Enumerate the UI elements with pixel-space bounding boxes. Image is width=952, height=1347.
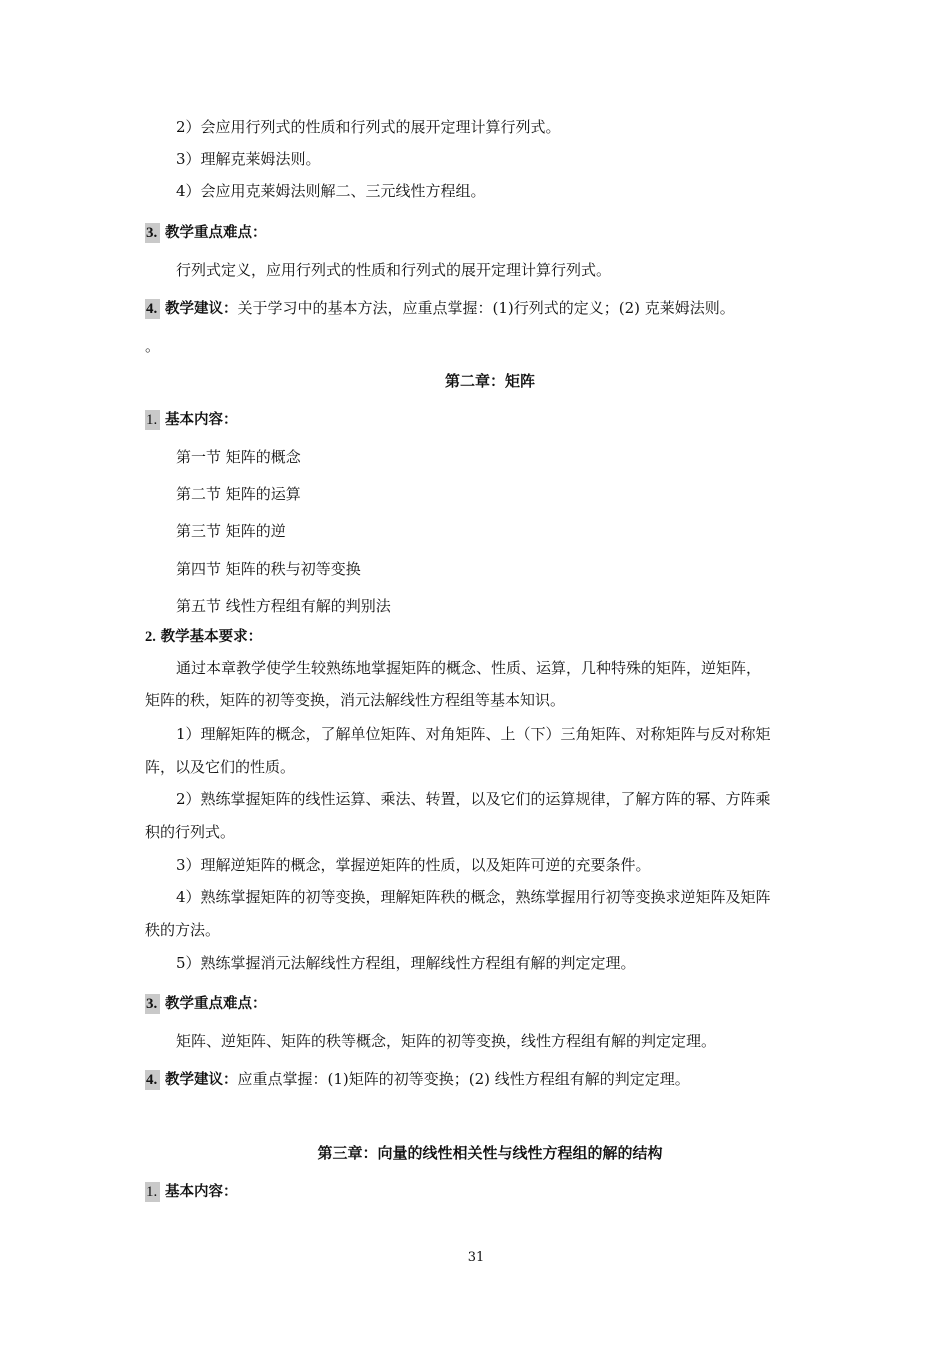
- ch1-advice: [145, 298, 845, 319]
- ch2-req-line: 3）理解逆矩阵的概念，掌握逆矩阵的性质，以及矩阵可逆的充要条件。: [176, 856, 651, 874]
- objective-item-2: 2）会应用行列式的性质和行列式的展开定理计算行列式。: [176, 118, 561, 136]
- objective-item-4: 4）会应用克莱姆法则解二、三元线性方程组。: [176, 182, 486, 200]
- ch2-requirements-heading: [145, 626, 845, 647]
- ch2-req-line: 积的行列式。: [145, 823, 236, 841]
- section-heading: 教学建议：: [165, 1072, 238, 1088]
- advice-text: 应重点掌握：(1)矩阵的初等变换；(2) 线性方程组有解的判定定理。: [237, 1070, 690, 1088]
- section-number: 1.: [145, 410, 160, 430]
- ch2-section-2: 第二节 矩阵的运算: [176, 485, 301, 503]
- ch1-key-points-heading: [145, 222, 845, 243]
- ch2-content-heading: [145, 409, 845, 430]
- ch1-key-points-text: 行列式定义，应用行列式的性质和行列式的展开定理计算行列式。: [176, 261, 612, 279]
- ch2-key-points-text: 矩阵、逆矩阵、矩阵的秩等概念，矩阵的初等变换，线性方程组有解的判定定理。: [176, 1032, 717, 1050]
- ch3-content-heading: [145, 1181, 845, 1202]
- section-number: 3.: [145, 994, 160, 1014]
- ch2-advice: [145, 1069, 845, 1090]
- objective-item-3: 3）理解克莱姆法则。: [176, 150, 321, 168]
- ch2-section-4: 第四节 矩阵的秩与初等变换: [176, 560, 361, 578]
- chapter-3-title: 第三章：向量的线性相关性与线性方程组的解的结构: [317, 1144, 663, 1162]
- section-heading: 教学建议：: [165, 301, 238, 317]
- ch2-section-5: 第五节 线性方程组有解的判别法: [176, 597, 391, 615]
- ch2-section-3: 第三节 矩阵的逆: [176, 522, 286, 540]
- section-number: 3.: [145, 223, 160, 243]
- section-number: 4.: [145, 1070, 160, 1090]
- ch2-req-line: 2）熟练掌握矩阵的线性运算、乘法、转置，以及它们的运算规律，了解方阵的幂、方阵乘: [176, 790, 771, 808]
- section-heading: 教学基本要求：: [160, 629, 263, 645]
- ch2-req-line: 阵，以及它们的性质。: [145, 758, 296, 776]
- section-heading: 教学重点难点：: [165, 996, 267, 1012]
- advice-text: 关于学习中的基本方法，应重点掌握：(1)行列式的定义；(2) 克莱姆法则。: [237, 299, 735, 317]
- stray-mark: 。: [145, 337, 161, 355]
- ch2-section-1: 第一节 矩阵的概念: [176, 448, 301, 466]
- ch2-req-line: 秩的方法。: [145, 921, 221, 939]
- ch2-req-line: 1）理解矩阵的概念，了解单位矩阵、对角矩阵、上（下）三角矩阵、对称矩阵与反对称矩: [176, 725, 771, 743]
- ch2-req-line: 通过本章教学使学生较熟练地掌握矩阵的概念、性质、运算，几种特殊的矩阵，逆矩阵，: [176, 659, 762, 677]
- section-number: 4.: [145, 299, 160, 319]
- ch2-key-points-heading: [145, 993, 845, 1014]
- section-number: 2.: [145, 629, 156, 645]
- section-number: 1.: [145, 1182, 160, 1202]
- ch2-req-line: 4）熟练掌握矩阵的初等变换，理解矩阵秩的概念，熟练掌握用行初等变换求逆矩阵及矩阵: [176, 888, 771, 906]
- ch2-req-line: 矩阵的秩，矩阵的初等变换，消元法解线性方程组等基本知识。: [145, 691, 566, 709]
- chapter-2-title: 第二章：矩阵: [444, 372, 535, 390]
- page-number: 31: [467, 1250, 485, 1265]
- ch2-req-line: 5）熟练掌握消元法解线性方程组，理解线性方程组有解的判定定理。: [176, 954, 636, 972]
- section-heading: 教学重点难点：: [165, 225, 267, 241]
- section-heading: 基本内容：: [165, 412, 238, 428]
- section-heading: 基本内容：: [165, 1184, 238, 1200]
